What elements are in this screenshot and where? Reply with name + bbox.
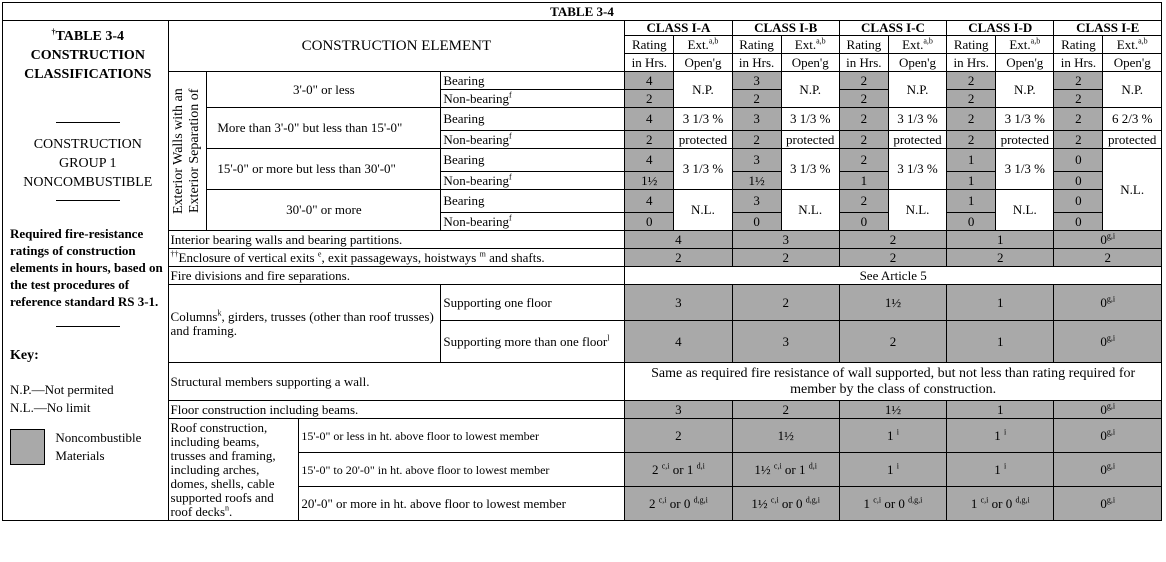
opening-cell: N.L. (996, 190, 1054, 231)
nonbearing-label: Non-bearing$^f$ (441, 213, 625, 231)
class-header: CLASS I-A (625, 21, 732, 36)
supporting-more-label: Supporting more than one floor$^l$ (441, 321, 625, 363)
rating-cell: 1 $^{c,i}$ or 0 $^{d,g,i}$ (839, 487, 946, 521)
opening-cell: protected (888, 131, 946, 149)
opening-cell: 3 1/3 % (674, 108, 732, 131)
rating-cell: 2 (947, 108, 996, 131)
side-heading: †TABLE 3-4 CONSTRUCTION CLASSIFICATIONS (24, 27, 152, 82)
rating-cell: 3 (732, 190, 781, 213)
roof-construction-label: Roof construction, including beams, trusses and framing, including arches, domes, shells, cable supported roofs and roof decks$^n$. (168, 419, 299, 521)
distance-label: 15'-0" or more but less than 30'-0" (207, 149, 441, 190)
rating-cell: 1 (947, 149, 996, 172)
ext-header: Ext.$^{a,b}$ (888, 36, 946, 54)
rating-cell: 0 (839, 213, 888, 231)
distance-label: 30'-0" or more (207, 190, 441, 231)
opening-cell: protected (781, 131, 839, 149)
rating-header: Rating (839, 36, 888, 54)
class-header: CLASS I-E (1054, 21, 1162, 36)
opening-cell: N.P. (781, 72, 839, 108)
rating-cell: 0 (1054, 172, 1103, 190)
rating-cell: 2 (732, 401, 839, 419)
rating-cell: 1½ (839, 401, 946, 419)
rating-cell: 1 $^i$ (947, 419, 1054, 453)
rating-cell: 2 (947, 131, 996, 149)
rating-cell: 3 (732, 321, 839, 363)
fire-divisions-label: Fire divisions and fire separations. (168, 267, 625, 285)
key-np: N.P.—Not permited (10, 382, 114, 397)
rating-cell: 1 (947, 190, 996, 213)
rating-cell: 2 (1054, 72, 1103, 90)
dagger-mark: † (51, 27, 56, 37)
nonbearing-label: Non-bearing$^f$ (441, 131, 625, 149)
rating-cell: 2 (732, 285, 839, 321)
noncombustible-swatch (10, 429, 45, 465)
rating-cell: 2 (839, 190, 888, 213)
rating-cell: 2 (947, 72, 996, 90)
rating-header: in Hrs. (625, 54, 674, 72)
rating-header: Rating (947, 36, 996, 54)
rating-header: in Hrs. (839, 54, 888, 72)
opening-cell: N.P. (1103, 72, 1162, 108)
rating-cell: 0 (1054, 190, 1103, 213)
opening-cell: 3 1/3 % (781, 108, 839, 131)
rating-cell: 4 (625, 108, 674, 131)
rating-cell: 1 (947, 321, 1054, 363)
rating-cell: 1½ (732, 172, 781, 190)
opening-cell: N.L. (674, 190, 732, 231)
rating-cell: 3 (732, 72, 781, 90)
roof-height-label: 15'-0" or less in ht. above floor to lowest member (299, 419, 625, 453)
rating-cell: 2 (839, 149, 888, 172)
roof-height-label: 20'-0" or more in ht. above floor to lowest member (299, 487, 625, 521)
supporting-one-label: Supporting one floor (441, 285, 625, 321)
opening-cell: protected (674, 131, 732, 149)
opening-cell: N.L. (781, 190, 839, 231)
rating-cell: 1 (947, 401, 1054, 419)
rating-cell: 1 (947, 231, 1054, 249)
class-header: CLASS I-C (839, 21, 946, 36)
bearing-label: Bearing (441, 190, 625, 213)
rating-cell: 0 (732, 213, 781, 231)
rating-cell: 1½ (625, 172, 674, 190)
key-label: Key: (10, 348, 39, 363)
rating-cell: 2 (839, 108, 888, 131)
ext-header: Ext.$^{a,b}$ (1103, 36, 1162, 54)
ext-header: Open'g (1103, 54, 1162, 72)
rating-cell: 1 $^i$ (947, 453, 1054, 487)
opening-cell: 3 1/3 % (888, 108, 946, 131)
rating-cell: 3 (732, 149, 781, 172)
ext-header: Ext.$^{a,b}$ (996, 36, 1054, 54)
columns-label: Columns$^k$, girders, trusses (other than roof trusses) and framing. (168, 285, 441, 363)
required-ratings-note: Required fire-resistance ratings of construction elements in hours, based on the test procedures of reference standard RS 3-1. (10, 226, 163, 309)
class-header: CLASS I-D (947, 21, 1054, 36)
structural-members-label: Structural members supporting a wall. (168, 363, 625, 401)
opening-cell: N.P. (996, 72, 1054, 108)
nonbearing-label: Non-bearing$^f$ (441, 90, 625, 108)
rating-cell: 3 (625, 285, 732, 321)
rating-cell: 1 $^i$ (839, 453, 946, 487)
rating-cell: 0 (625, 213, 674, 231)
rating-cell: 2 $^{c,i}$ or 1 $^{d,i}$ (625, 453, 732, 487)
rating-cell: 0 (947, 213, 996, 231)
rating-cell: 2 (625, 419, 732, 453)
ext-header: Ext.$^{a,b}$ (674, 36, 732, 54)
opening-cell: protected (996, 131, 1054, 149)
rating-cell: 0$^{g,i}$ (1054, 401, 1162, 419)
floor-construction-label: Floor construction including beams. (168, 401, 625, 419)
rating-cell: 4 (625, 72, 674, 90)
bearing-label: Bearing (441, 149, 625, 172)
legend (10, 429, 166, 465)
opening-cell: N.L. (888, 190, 946, 231)
rating-cell: 2 (1054, 90, 1103, 108)
rating-cell: 1 (947, 172, 996, 190)
opening-cell: 3 1/3 % (996, 108, 1054, 131)
rating-cell: 1½ $^{c,i}$ or 0 $^{d,g,i}$ (732, 487, 839, 521)
rating-cell: 4 (625, 149, 674, 172)
divider (56, 200, 120, 201)
divider (56, 326, 120, 327)
distance-label: More than 3'-0" but less than 15'-0" (207, 108, 441, 149)
rating-cell: 2 (732, 90, 781, 108)
exterior-walls-label: Exterior Walls with an Exterior Separation of (168, 72, 207, 231)
rating-cell: 2 (839, 72, 888, 90)
rating-cell: 0$^{g,i}$ (1054, 285, 1162, 321)
divider (56, 122, 120, 123)
rating-header: in Hrs. (732, 54, 781, 72)
nonbearing-label: Non-bearing$^f$ (441, 172, 625, 190)
side-panel (3, 21, 169, 521)
ext-header: Open'g (888, 54, 946, 72)
rating-cell: 2 (839, 231, 946, 249)
rating-header: Rating (1054, 36, 1103, 54)
rating-cell: 0$^{g,i}$ (1054, 453, 1162, 487)
interior-walls-label: Interior bearing walls and bearing partitions. (168, 231, 625, 249)
rating-cell: 0$^{g,i}$ (1054, 487, 1162, 521)
rating-cell: 4 (625, 321, 732, 363)
ext-header: Ext.$^{a,b}$ (781, 36, 839, 54)
rating-cell: 2 (947, 90, 996, 108)
key-nl: N.L.—No limit (10, 400, 91, 415)
rating-cell: 1½ $^{c,i}$ or 1 $^{d,i}$ (732, 453, 839, 487)
opening-cell: 3 1/3 % (674, 149, 732, 190)
rating-cell: 0 (1054, 149, 1103, 172)
opening-cell: 3 1/3 % (781, 149, 839, 190)
construction-table (2, 2, 1162, 521)
ext-header: Open'g (996, 54, 1054, 72)
roof-height-label: 15'-0" to 20'-0" in ht. above floor to lowest member (299, 453, 625, 487)
rating-header: in Hrs. (947, 54, 996, 72)
rating-cell: 1½ (732, 419, 839, 453)
rating-header: Rating (732, 36, 781, 54)
rating-cell: 3 (625, 401, 732, 419)
opening-cell: 6 2/3 % (1103, 108, 1162, 131)
rating-cell: 2 (625, 249, 732, 267)
rating-header: in Hrs. (1054, 54, 1103, 72)
rating-cell: 1 (947, 285, 1054, 321)
rating-cell: 2 (625, 90, 674, 108)
opening-cell: N.P. (674, 72, 732, 108)
rating-cell: 2 (839, 90, 888, 108)
opening-cell: 3 1/3 % (888, 149, 946, 190)
rating-cell: 0$^{g,i}$ (1054, 231, 1162, 249)
rating-cell: 1 $^{c,i}$ or 0 $^{d,g,i}$ (947, 487, 1054, 521)
construction-group: CONSTRUCTION GROUP 1 NONCOMBUSTIBLE (23, 137, 153, 190)
rating-cell: 2 (732, 249, 839, 267)
rating-cell: 2 (839, 131, 888, 149)
rating-cell: 2 (732, 131, 781, 149)
rating-cell: 3 (732, 108, 781, 131)
rating-cell: 1 (839, 172, 888, 190)
rating-cell: 2 (839, 321, 946, 363)
rating-cell: 2 $^{c,i}$ or 0 $^{d,g,i}$ (625, 487, 732, 521)
rating-header: Rating (625, 36, 674, 54)
rating-cell: 2 (839, 249, 946, 267)
rating-cell: 0$^{g,i}$ (1054, 419, 1162, 453)
construction-element-header: CONSTRUCTION ELEMENT (168, 21, 625, 72)
table-title: TABLE 3-4 (3, 3, 1162, 21)
rating-cell: 1½ (839, 285, 946, 321)
opening-cell: N.L. (1103, 149, 1162, 231)
class-header: CLASS I-B (732, 21, 839, 36)
rating-cell: 3 (732, 231, 839, 249)
see-article-cell: See Article 5 (625, 267, 1162, 285)
opening-cell: 3 1/3 % (996, 149, 1054, 190)
legend-label: Noncombustible Materials (55, 430, 142, 463)
opening-cell: protected (1103, 131, 1162, 149)
rating-cell: 4 (625, 190, 674, 213)
opening-cell: N.P. (888, 72, 946, 108)
ext-header: Open'g (674, 54, 732, 72)
rating-cell: 2 (625, 131, 674, 149)
rating-cell: 2 (1054, 249, 1162, 267)
rating-cell: 0$^{g,i}$ (1054, 321, 1162, 363)
distance-label: 3'-0" or less (207, 72, 441, 108)
bearing-label: Bearing (441, 108, 625, 131)
ext-header: Open'g (781, 54, 839, 72)
rating-cell: 4 (625, 231, 732, 249)
table-page (2, 2, 1164, 558)
rating-cell: 2 (1054, 131, 1103, 149)
rating-cell: 1 $^i$ (839, 419, 946, 453)
rating-cell: 0 (1054, 213, 1103, 231)
enclosure-label: ††Enclosure of vertical exits $^e$, exit passageways, hoistways $^m$ and shafts. (168, 249, 625, 267)
rating-cell: 2 (1054, 108, 1103, 131)
structural-members-note: Same as required fire resistance of wall supported, but not less than rating required for member by the class of construction. (625, 363, 1162, 401)
bearing-label: Bearing (441, 72, 625, 90)
rating-cell: 2 (947, 249, 1054, 267)
